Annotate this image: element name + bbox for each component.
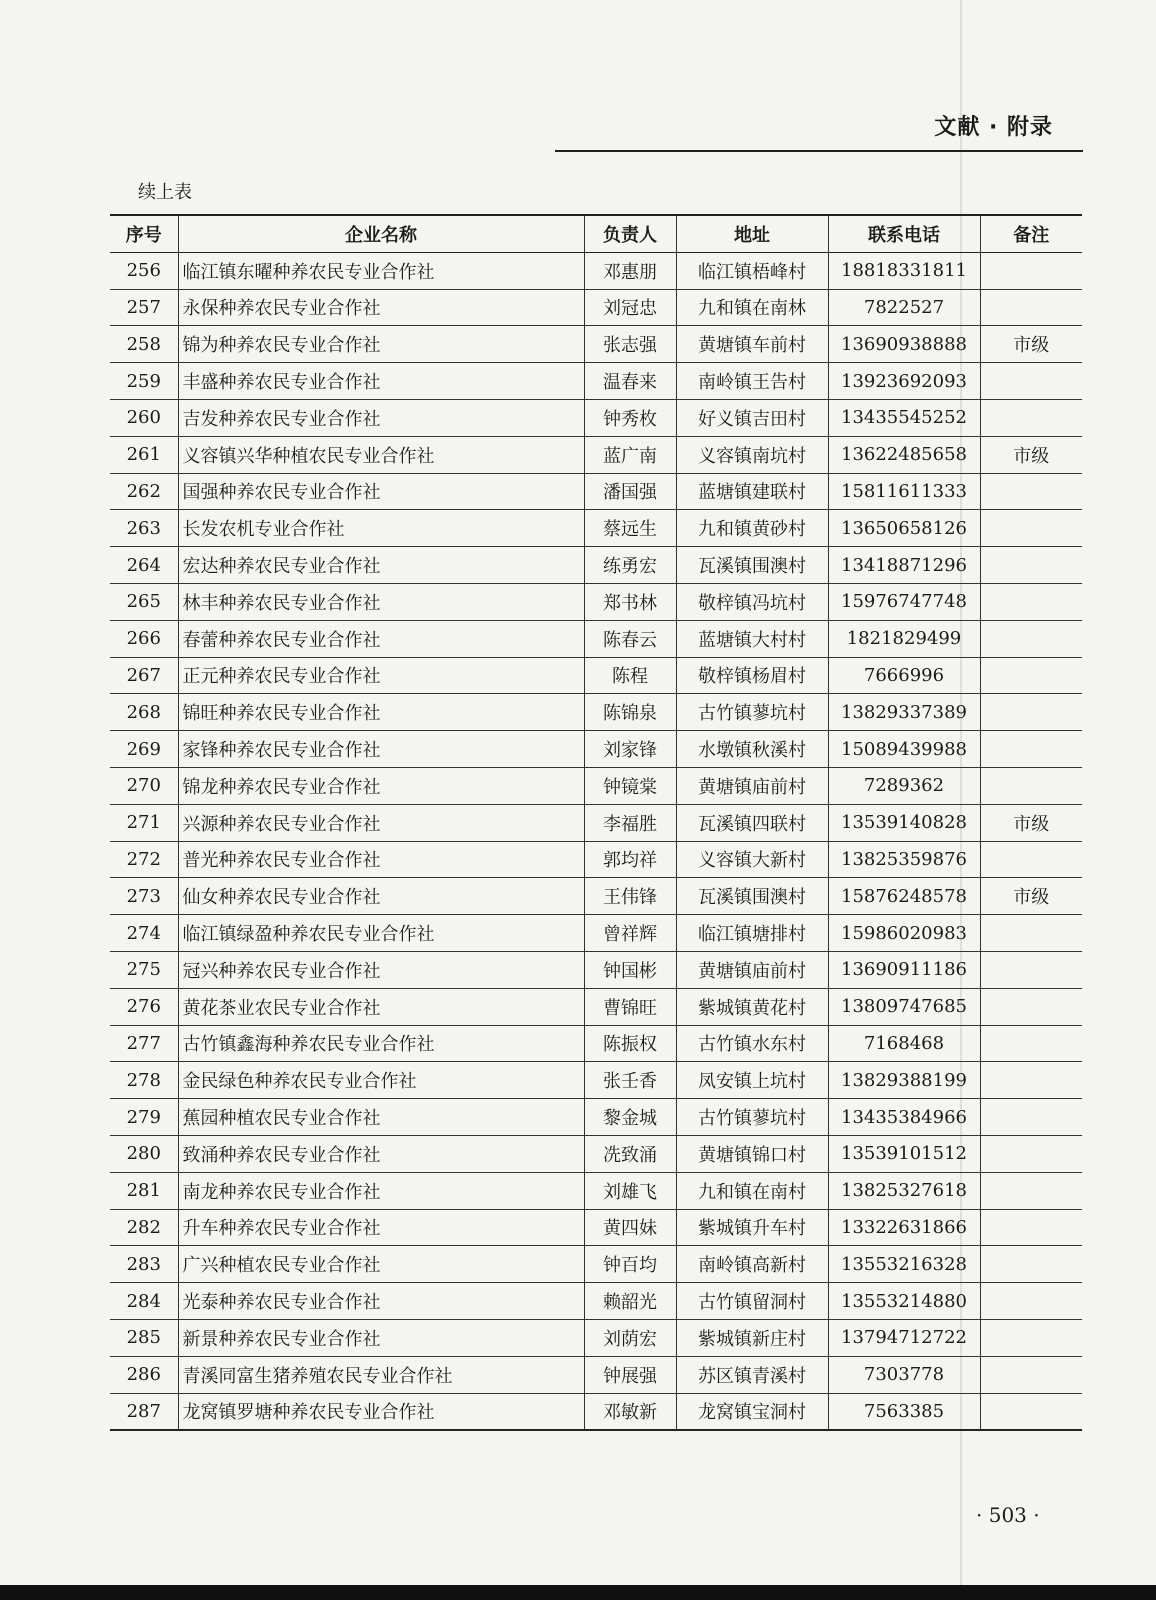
table-row <box>110 657 1082 694</box>
cell-address: 瓦溪镇围澳村 <box>676 547 828 584</box>
cell-name: 广兴种植农民专业合作社 <box>178 1246 584 1283</box>
table-row <box>110 1099 1082 1136</box>
cell-person: 刘荫宏 <box>584 1319 676 1356</box>
cell-person: 钟百均 <box>584 1246 676 1283</box>
cell-note <box>980 1283 1082 1320</box>
cell-number: 271 <box>110 804 178 841</box>
cell-name: 临江镇东曜种养农民专业合作社 <box>178 252 584 289</box>
cell-address: 紫城镇黄花村 <box>676 988 828 1025</box>
cell-person: 李福胜 <box>584 804 676 841</box>
cell-phone: 13923692093 <box>828 363 980 400</box>
cell-address: 紫城镇新庄村 <box>676 1319 828 1356</box>
table-row <box>110 1135 1082 1172</box>
cell-note <box>980 547 1082 584</box>
cell-name: 兴源种养农民专业合作社 <box>178 804 584 841</box>
cell-address: 古竹镇蓼坑村 <box>676 694 828 731</box>
cell-note <box>980 1172 1082 1209</box>
cell-person: 郭均祥 <box>584 841 676 878</box>
cell-phone: 7563385 <box>828 1393 980 1430</box>
cell-address: 凤安镇上坑村 <box>676 1062 828 1099</box>
cell-person: 钟镜棠 <box>584 767 676 804</box>
cell-number: 262 <box>110 473 178 510</box>
column-header-phone: 联系电话 <box>828 215 980 252</box>
table-row <box>110 363 1082 400</box>
cell-phone: 13553216328 <box>828 1246 980 1283</box>
cell-number: 260 <box>110 399 178 436</box>
cell-person: 钟国彬 <box>584 951 676 988</box>
table-row <box>110 694 1082 731</box>
cell-name: 致涌种养农民专业合作社 <box>178 1135 584 1172</box>
cell-number: 283 <box>110 1246 178 1283</box>
table-row <box>110 1062 1082 1099</box>
cell-name: 锦为种养农民专业合作社 <box>178 326 584 363</box>
cell-number: 286 <box>110 1356 178 1393</box>
cell-note: 市级 <box>980 804 1082 841</box>
column-header-address: 地址 <box>676 215 828 252</box>
cell-number: 269 <box>110 731 178 768</box>
cell-address: 瓦溪镇围澳村 <box>676 878 828 915</box>
cell-phone: 1821829499 <box>828 620 980 657</box>
table-header-row <box>110 215 1082 252</box>
cell-note <box>980 694 1082 731</box>
cell-name: 光泰种养农民专业合作社 <box>178 1283 584 1320</box>
cell-address: 临江镇塘排村 <box>676 915 828 952</box>
table-row <box>110 878 1082 915</box>
cell-phone: 15976747748 <box>828 583 980 620</box>
page-number: · 503 · <box>976 1503 1040 1527</box>
cell-person: 刘雄飞 <box>584 1172 676 1209</box>
cell-person: 钟展强 <box>584 1356 676 1393</box>
cell-number: 277 <box>110 1025 178 1062</box>
cell-phone: 7822527 <box>828 289 980 326</box>
cell-address: 龙窝镇宝洞村 <box>676 1393 828 1430</box>
scan-bottom-edge <box>0 1585 1156 1600</box>
running-header <box>555 106 1083 152</box>
table-row <box>110 841 1082 878</box>
cell-number: 266 <box>110 620 178 657</box>
table-row <box>110 436 1082 473</box>
cell-note <box>980 1209 1082 1246</box>
cell-number: 270 <box>110 767 178 804</box>
cell-person: 冼致涌 <box>584 1135 676 1172</box>
cell-number: 267 <box>110 657 178 694</box>
cell-person: 黎金城 <box>584 1099 676 1136</box>
cell-number: 272 <box>110 841 178 878</box>
table-row <box>110 1172 1082 1209</box>
table-row <box>110 731 1082 768</box>
cell-person: 刘冠忠 <box>584 289 676 326</box>
cell-phone: 7289362 <box>828 767 980 804</box>
cell-note <box>980 841 1082 878</box>
column-header-note: 备注 <box>980 215 1082 252</box>
cell-phone: 13825327618 <box>828 1172 980 1209</box>
cell-person: 郑书林 <box>584 583 676 620</box>
cell-name: 金民绿色种养农民专业合作社 <box>178 1062 584 1099</box>
cell-person: 刘家锋 <box>584 731 676 768</box>
cell-name: 锦龙种养农民专业合作社 <box>178 767 584 804</box>
cell-note <box>980 620 1082 657</box>
cell-name: 长发农机专业合作社 <box>178 510 584 547</box>
cell-note <box>980 767 1082 804</box>
column-header-number: 序号 <box>110 215 178 252</box>
cell-address: 黄塘镇庙前村 <box>676 767 828 804</box>
cell-phone: 7168468 <box>828 1025 980 1062</box>
cell-note <box>980 1356 1082 1393</box>
cell-phone: 13829388199 <box>828 1062 980 1099</box>
cell-name: 正元种养农民专业合作社 <box>178 657 584 694</box>
cell-address: 瓦溪镇四联村 <box>676 804 828 841</box>
cell-address: 蓝塘镇建联村 <box>676 473 828 510</box>
cell-address: 九和镇在南村 <box>676 1172 828 1209</box>
cell-note <box>980 252 1082 289</box>
cell-note <box>980 1135 1082 1172</box>
cell-name: 锦旺种养农民专业合作社 <box>178 694 584 731</box>
table-row <box>110 399 1082 436</box>
cell-address: 南岭镇高新村 <box>676 1246 828 1283</box>
cell-address: 敬梓镇冯坑村 <box>676 583 828 620</box>
table-row <box>110 1393 1082 1430</box>
cell-name: 丰盛种养农民专业合作社 <box>178 363 584 400</box>
cell-note <box>980 1246 1082 1283</box>
cell-name: 临江镇绿盈种养农民专业合作社 <box>178 915 584 952</box>
cell-person: 陈程 <box>584 657 676 694</box>
cell-address: 黄塘镇车前村 <box>676 326 828 363</box>
table-row <box>110 951 1082 988</box>
cell-address: 紫城镇升车村 <box>676 1209 828 1246</box>
cell-address: 古竹镇水东村 <box>676 1025 828 1062</box>
cell-phone: 13435545252 <box>828 399 980 436</box>
cell-address: 古竹镇蓼坑村 <box>676 1099 828 1136</box>
table-row <box>110 1356 1082 1393</box>
cell-number: 259 <box>110 363 178 400</box>
cell-number: 278 <box>110 1062 178 1099</box>
cell-phone: 13418871296 <box>828 547 980 584</box>
table-row <box>110 473 1082 510</box>
cell-address: 蓝塘镇大村村 <box>676 620 828 657</box>
cell-note: 市级 <box>980 878 1082 915</box>
table-row <box>110 1283 1082 1320</box>
cell-phone: 13690911186 <box>828 951 980 988</box>
cell-name: 宏达种养农民专业合作社 <box>178 547 584 584</box>
cell-number: 276 <box>110 988 178 1025</box>
cell-name: 义容镇兴华种植农民专业合作社 <box>178 436 584 473</box>
cell-name: 黄花茶业农民专业合作社 <box>178 988 584 1025</box>
cell-address: 九和镇在南林 <box>676 289 828 326</box>
cell-note <box>980 289 1082 326</box>
cell-note <box>980 915 1082 952</box>
cell-address: 好义镇吉田村 <box>676 399 828 436</box>
cell-name: 春蕾种养农民专业合作社 <box>178 620 584 657</box>
cell-address: 义容镇大新村 <box>676 841 828 878</box>
cell-person: 赖韶光 <box>584 1283 676 1320</box>
table-row <box>110 620 1082 657</box>
cell-phone: 13539101512 <box>828 1135 980 1172</box>
table-row <box>110 1319 1082 1356</box>
cell-number: 284 <box>110 1283 178 1320</box>
cell-person: 温春来 <box>584 363 676 400</box>
table-row <box>110 915 1082 952</box>
section-title: 文献 · 附录 <box>934 115 1053 140</box>
cell-note <box>980 657 1082 694</box>
table-row <box>110 804 1082 841</box>
cell-number: 275 <box>110 951 178 988</box>
cell-name: 蕉园种植农民专业合作社 <box>178 1099 584 1136</box>
cell-person: 曾祥辉 <box>584 915 676 952</box>
cell-note <box>980 731 1082 768</box>
cell-person: 练勇宏 <box>584 547 676 584</box>
cell-person: 张志强 <box>584 326 676 363</box>
cell-address: 临江镇梧峰村 <box>676 252 828 289</box>
cell-name: 冠兴种养农民专业合作社 <box>178 951 584 988</box>
cell-number: 263 <box>110 510 178 547</box>
cell-person: 张壬香 <box>584 1062 676 1099</box>
cell-person: 潘国强 <box>584 473 676 510</box>
cell-number: 268 <box>110 694 178 731</box>
cell-number: 261 <box>110 436 178 473</box>
cell-person: 钟秀枚 <box>584 399 676 436</box>
table-row <box>110 988 1082 1025</box>
cell-person: 曹锦旺 <box>584 988 676 1025</box>
cell-note <box>980 1319 1082 1356</box>
table-row <box>110 767 1082 804</box>
cell-number: 281 <box>110 1172 178 1209</box>
cell-name: 古竹镇鑫海种养农民专业合作社 <box>178 1025 584 1062</box>
cell-name: 升车种养农民专业合作社 <box>178 1209 584 1246</box>
cell-note: 市级 <box>980 436 1082 473</box>
cell-person: 邓惠朋 <box>584 252 676 289</box>
table-row <box>110 510 1082 547</box>
cell-number: 280 <box>110 1135 178 1172</box>
cell-number: 256 <box>110 252 178 289</box>
column-header-name: 企业名称 <box>178 215 584 252</box>
cell-address: 义容镇南坑村 <box>676 436 828 473</box>
cell-note <box>980 583 1082 620</box>
cell-note <box>980 1393 1082 1430</box>
cell-note <box>980 473 1082 510</box>
cell-number: 264 <box>110 547 178 584</box>
cell-number: 265 <box>110 583 178 620</box>
table-row <box>110 547 1082 584</box>
cell-note <box>980 1062 1082 1099</box>
cell-name: 吉发种养农民专业合作社 <box>178 399 584 436</box>
cell-note <box>980 951 1082 988</box>
cell-address: 九和镇黄砂村 <box>676 510 828 547</box>
cell-number: 282 <box>110 1209 178 1246</box>
cell-person: 陈锦泉 <box>584 694 676 731</box>
cell-phone: 13435384966 <box>828 1099 980 1136</box>
cell-note <box>980 399 1082 436</box>
table-row <box>110 252 1082 289</box>
cell-address: 苏区镇青溪村 <box>676 1356 828 1393</box>
cell-phone: 18818331811 <box>828 252 980 289</box>
cell-note <box>980 988 1082 1025</box>
cell-phone: 15986020983 <box>828 915 980 952</box>
cell-note <box>980 1025 1082 1062</box>
cell-person: 陈春云 <box>584 620 676 657</box>
cell-person: 王伟锋 <box>584 878 676 915</box>
cell-phone: 15811611333 <box>828 473 980 510</box>
table-row <box>110 1246 1082 1283</box>
cell-name: 仙女种养农民专业合作社 <box>178 878 584 915</box>
cell-name: 普光种养农民专业合作社 <box>178 841 584 878</box>
cell-phone: 13690938888 <box>828 326 980 363</box>
cell-person: 陈振权 <box>584 1025 676 1062</box>
continuation-label: 续上表 <box>138 182 192 203</box>
cell-phone: 15089439988 <box>828 731 980 768</box>
cell-address: 水墩镇秋溪村 <box>676 731 828 768</box>
cell-phone: 15876248578 <box>828 878 980 915</box>
cell-phone: 13829337389 <box>828 694 980 731</box>
cell-phone: 13539140828 <box>828 804 980 841</box>
cell-address: 南岭镇王告村 <box>676 363 828 400</box>
cell-number: 273 <box>110 878 178 915</box>
cell-person: 黄四妹 <box>584 1209 676 1246</box>
cell-phone: 13622485658 <box>828 436 980 473</box>
cell-phone: 13794712722 <box>828 1319 980 1356</box>
cell-phone: 7303778 <box>828 1356 980 1393</box>
cell-note <box>980 363 1082 400</box>
column-header-person: 负责人 <box>584 215 676 252</box>
cell-note <box>980 510 1082 547</box>
table-row <box>110 1025 1082 1062</box>
cell-name: 龙窝镇罗塘种养农民专业合作社 <box>178 1393 584 1430</box>
cell-number: 279 <box>110 1099 178 1136</box>
cooperatives-table <box>110 214 1082 1431</box>
cell-number: 257 <box>110 289 178 326</box>
cell-phone: 7666996 <box>828 657 980 694</box>
cell-name: 永保种养农民专业合作社 <box>178 289 584 326</box>
cell-phone: 13650658126 <box>828 510 980 547</box>
table-body <box>110 252 1082 1430</box>
cell-name: 林丰种养农民专业合作社 <box>178 583 584 620</box>
cell-person: 蓝广南 <box>584 436 676 473</box>
cell-number: 258 <box>110 326 178 363</box>
table-row <box>110 1209 1082 1246</box>
table-row <box>110 326 1082 363</box>
cell-name: 家锋种养农民专业合作社 <box>178 731 584 768</box>
cell-phone: 13322631866 <box>828 1209 980 1246</box>
cell-person: 邓敏新 <box>584 1393 676 1430</box>
table-row <box>110 289 1082 326</box>
cell-note: 市级 <box>980 326 1082 363</box>
cell-phone: 13825359876 <box>828 841 980 878</box>
cell-number: 274 <box>110 915 178 952</box>
cell-name: 南龙种养农民专业合作社 <box>178 1172 584 1209</box>
cell-phone: 13809747685 <box>828 988 980 1025</box>
cell-number: 287 <box>110 1393 178 1430</box>
cell-person: 蔡远生 <box>584 510 676 547</box>
cell-address: 敬梓镇杨眉村 <box>676 657 828 694</box>
cell-name: 新景种养农民专业合作社 <box>178 1319 584 1356</box>
cell-address: 黄塘镇庙前村 <box>676 951 828 988</box>
cell-number: 285 <box>110 1319 178 1356</box>
table-row <box>110 583 1082 620</box>
cell-note <box>980 1099 1082 1136</box>
cell-name: 青溪同富生猪养殖农民专业合作社 <box>178 1356 584 1393</box>
cell-address: 黄塘镇锦口村 <box>676 1135 828 1172</box>
cell-address: 古竹镇留洞村 <box>676 1283 828 1320</box>
cell-name: 国强种养农民专业合作社 <box>178 473 584 510</box>
cell-phone: 13553214880 <box>828 1283 980 1320</box>
